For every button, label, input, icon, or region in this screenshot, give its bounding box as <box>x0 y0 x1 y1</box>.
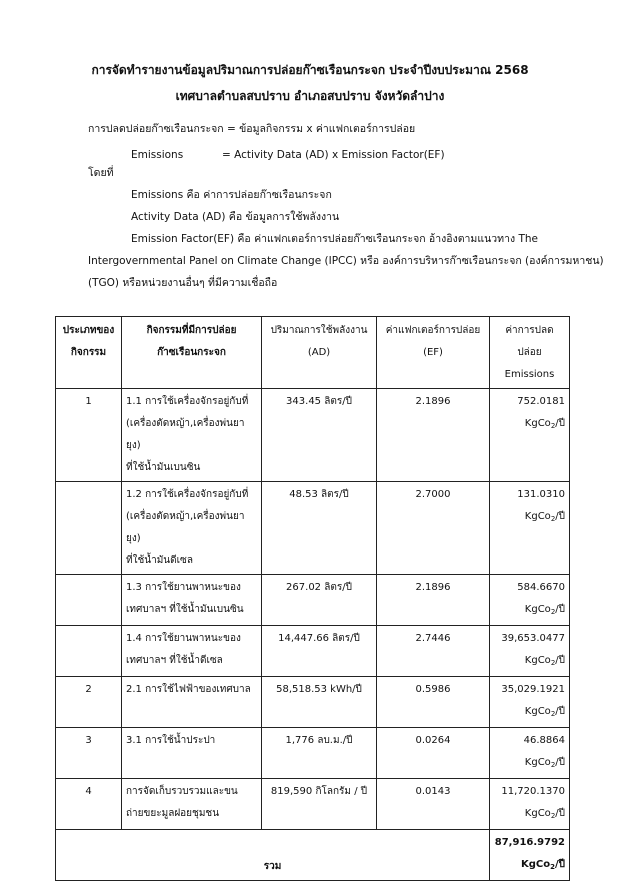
table-row <box>56 779 570 830</box>
cell-activity-data: 267.02 ลิตร/ปี <box>262 575 377 626</box>
header-emissions: ค่าการปลดปล่อย Emissions <box>490 317 570 389</box>
cell-emissions <box>490 779 570 830</box>
cell-emissions <box>490 575 570 626</box>
cell-emission-factor: 2.7000 <box>377 482 490 575</box>
total-row <box>56 830 570 881</box>
emission-value: 131.0310 <box>517 489 565 500</box>
emission-value: 11,720.1370 <box>501 786 565 797</box>
cell-activity-data: 819,590 กิโลกรัม / ปี <box>262 779 377 830</box>
definition-emission-factor-cont2: (TGO) หรือหน่วยงานอื่นๆ ที่มีความเชื่อถือ <box>88 277 278 289</box>
total-label: รวม <box>56 830 490 881</box>
table-header-row <box>56 317 570 389</box>
emission-unit: KgCo$_2$/ปี <box>524 418 565 430</box>
report-subtitle: เทศบาลตำบลสบปราบ อำเภอสบปราบ จังหวัดลำปาง <box>175 89 445 103</box>
activity-line: เทศบาลฯ ที่ใช้น้ำมันเบนซิน <box>126 604 244 615</box>
formula-thai: การปลดปล่อยก๊าซเรือนกระจก = ข้อมูลกิจกรรม x ค่าแฟกเตอร์การปล่อย <box>88 123 416 135</box>
cell-activity-type: 1 <box>56 389 122 482</box>
activity-line: (เครื่องตัดหญ้า,เครื่องพ่นยายุง) <box>126 418 245 451</box>
cell-activity <box>122 677 262 728</box>
cell-activity-data: 58,518.53 kWh/ปี <box>262 677 377 728</box>
cell-activity <box>122 389 262 482</box>
table-row <box>56 575 570 626</box>
header-activity-data: ปริมาณการใช้พลังงาน (AD) <box>262 317 377 389</box>
activity-line: ที่ใช้น้ำมันเบนซิน <box>126 462 201 473</box>
report-title: การจัดทำรายงานข้อมูลปริมาณการปล่อยก๊าซเรือนกระจก ประจำปีงบประมาณ 2568 <box>91 63 529 77</box>
cell-emission-factor: 2.7446 <box>377 626 490 677</box>
activity-line: 3.1 การใช้น้ำประปา <box>126 735 216 746</box>
definition-emission-factor: Emission Factor(EF) คือ ค่าแฟกเตอร์การปล่อยก๊าซเรือนกระจก อ้างอิงตามแนวทาง The <box>131 233 538 245</box>
header-emission-factor: ค่าแฟกเตอร์การปล่อย (EF) <box>377 317 490 389</box>
cell-emissions <box>490 482 570 575</box>
activity-line: 1.3 การใช้ยานพาหนะของ <box>126 582 241 593</box>
emission-unit: KgCo$_2$/ปี <box>524 706 565 718</box>
activity-line: ถ่ายขยะมูลฝอยชุมชน <box>126 808 220 819</box>
activity-line: 1.2 การใช้เครื่องจักรอยู่กับที่ <box>126 489 249 500</box>
emissions-table <box>55 316 570 881</box>
definition-emissions: Emissions คือ ค่าการปล่อยก๊าซเรือนกระจก <box>131 189 332 201</box>
activity-line: ที่ใช้น้ำมันดีเซล <box>126 555 193 566</box>
emission-value: 46.8864 <box>523 735 565 746</box>
table-row <box>56 728 570 779</box>
cell-activity-type <box>56 482 122 575</box>
table-row <box>56 482 570 575</box>
emission-value: 39,653.0477 <box>501 633 565 644</box>
cell-activity-data: 48.53 ลิตร/ปี <box>262 482 377 575</box>
cell-activity-data: 1,776 ลบ.ม./ปี <box>262 728 377 779</box>
table-row <box>56 677 570 728</box>
table-row <box>56 626 570 677</box>
cell-emission-factor: 2.1896 <box>377 389 490 482</box>
activity-line: 1.4 การใช้ยานพาหนะของ <box>126 633 241 644</box>
cell-activity-type <box>56 626 122 677</box>
cell-activity-type: 4 <box>56 779 122 830</box>
where-label: โดยที่ <box>88 167 114 179</box>
emission-unit: KgCo$_2$/ปี <box>524 655 565 667</box>
emission-value: 35,029.1921 <box>501 684 565 695</box>
header-activity: กิจกรรมที่มีการปล่อย ก๊าซเรือนกระจก <box>122 317 262 389</box>
cell-emission-factor: 0.0143 <box>377 779 490 830</box>
cell-emissions <box>490 626 570 677</box>
activity-line: เทศบาลฯ ที่ใช้น้ำดีเซล <box>126 655 223 666</box>
cell-activity <box>122 575 262 626</box>
cell-emission-factor: 0.5986 <box>377 677 490 728</box>
emission-value: 752.0181 <box>517 396 565 407</box>
activity-line: (เครื่องตัดหญ้า,เครื่องพ่นยายุง) <box>126 511 245 544</box>
header-activity-type: ประเภทของ กิจกรรม <box>56 317 122 389</box>
table-row <box>56 389 570 482</box>
cell-emission-factor: 0.0264 <box>377 728 490 779</box>
cell-activity <box>122 626 262 677</box>
activity-line: 1.1 การใช้เครื่องจักรอยู่กับที่ <box>126 396 249 407</box>
activity-line: 2.1 การใช้ไฟฟ้าของเทศบาล <box>126 684 251 695</box>
definition-activity-data: Activity Data (AD) คือ ข้อมูลการใช้พลังงาน <box>131 211 340 223</box>
activity-line: การจัดเก็บรวบรวมและขน <box>126 786 238 797</box>
total-value: 87,916.9792 KgCo$_2$/ปี <box>490 830 570 881</box>
cell-emissions <box>490 677 570 728</box>
cell-emissions <box>490 728 570 779</box>
cell-activity-type <box>56 575 122 626</box>
cell-activity <box>122 728 262 779</box>
emission-value: 584.6670 <box>517 582 565 593</box>
formula-label: Emissions <box>131 149 184 161</box>
emission-unit: KgCo$_2$/ปี <box>524 757 565 769</box>
cell-activity-data: 14,447.66 ลิตร/ปี <box>262 626 377 677</box>
emission-unit: KgCo$_2$/ปี <box>524 604 565 616</box>
cell-activity-type: 2 <box>56 677 122 728</box>
cell-activity <box>122 779 262 830</box>
cell-activity-type: 3 <box>56 728 122 779</box>
emission-unit: KgCo$_2$/ปี <box>524 808 565 820</box>
cell-activity-data: 343.45 ลิตร/ปี <box>262 389 377 482</box>
cell-emissions <box>490 389 570 482</box>
cell-emission-factor: 2.1896 <box>377 575 490 626</box>
formula-equation: = Activity Data (AD) x Emission Factor(EF) <box>222 149 445 161</box>
definition-emission-factor-cont1: Intergovernmental Panel on Climate Change (IPCC) หรือ องค์การบริหารก๊าซเรือนกระจก (องค์การมหาชน) <box>88 255 604 267</box>
emission-unit: KgCo$_2$/ปี <box>524 511 565 523</box>
cell-activity <box>122 482 262 575</box>
